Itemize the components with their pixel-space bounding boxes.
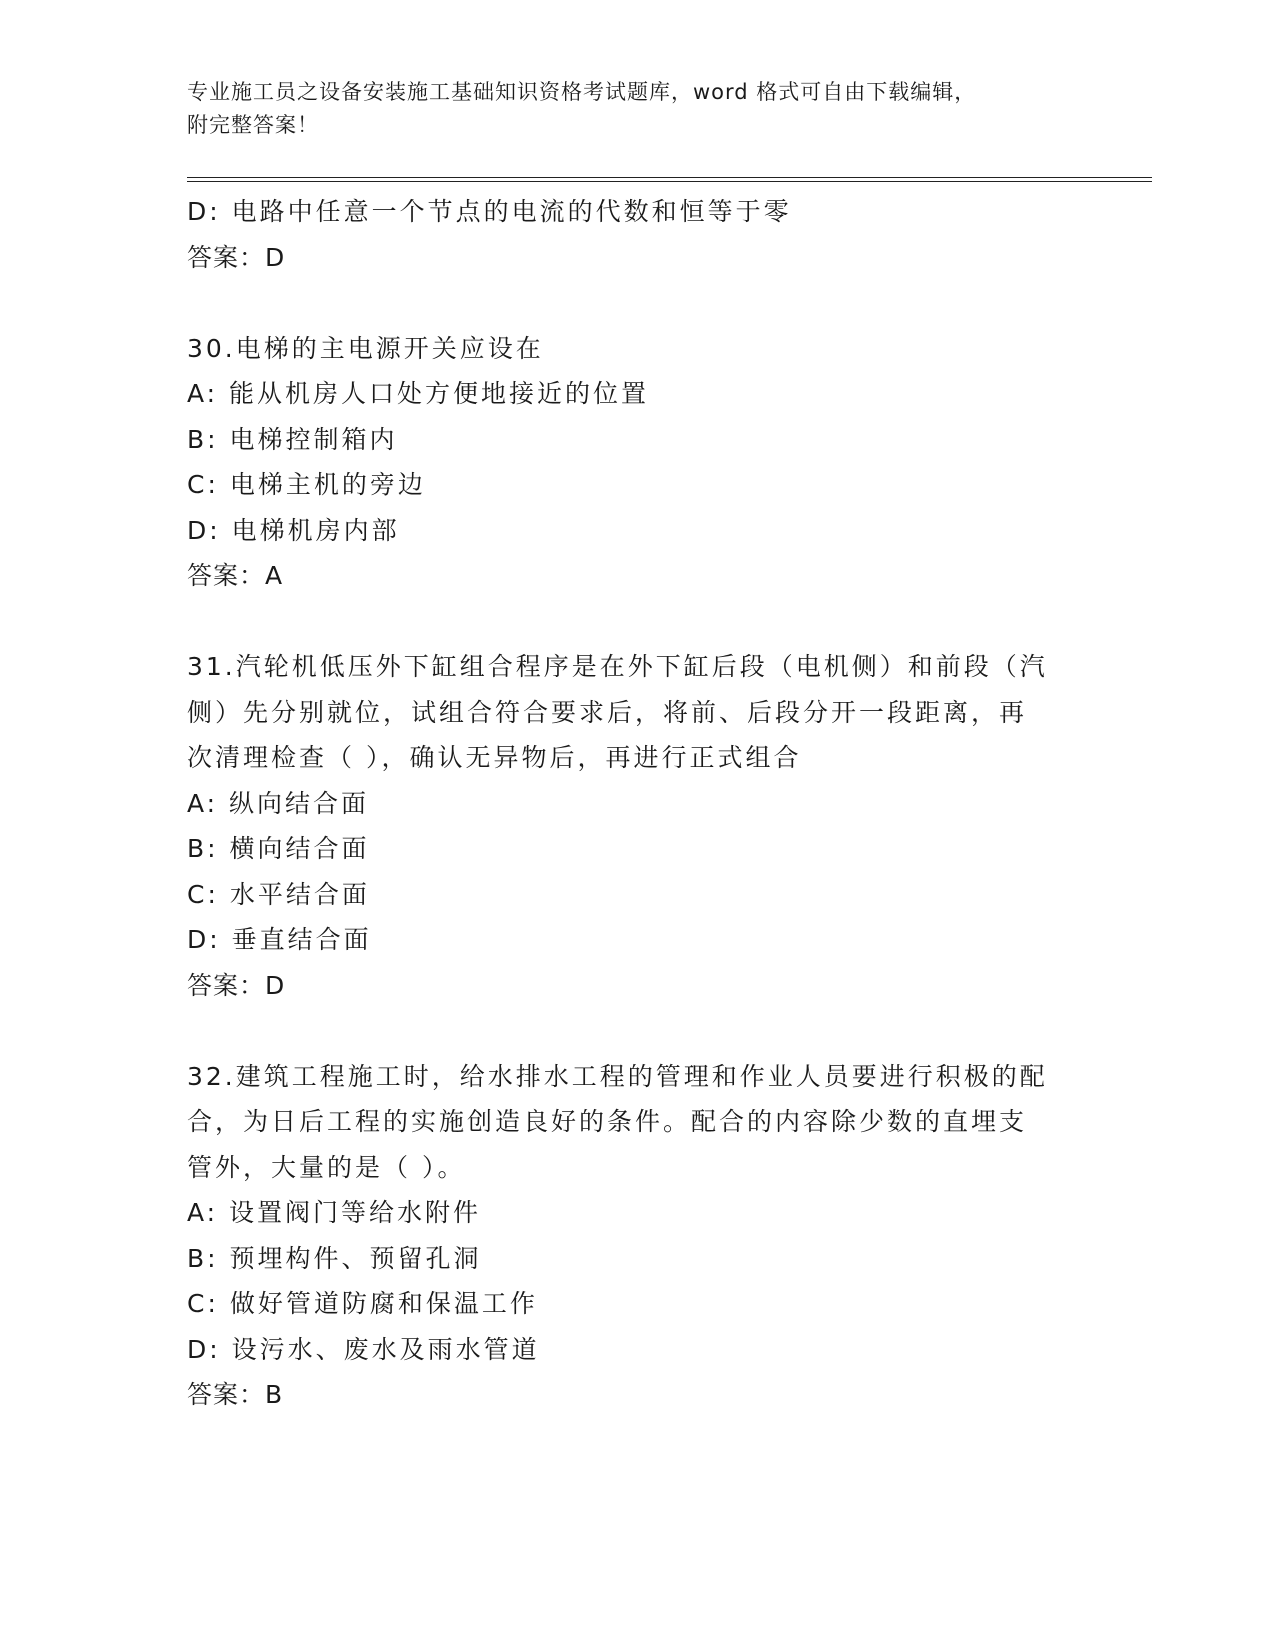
question-32 (187, 1054, 1087, 1418)
question-stem: 侧）先分别就位，试组合符合要求后，将前、后段分开一段距离，再 (187, 697, 1028, 727)
option-d: D: 电梯机房内部 (187, 515, 400, 545)
spacer (187, 599, 1087, 645)
document-header (187, 76, 1087, 142)
header-divider-thin (187, 177, 1152, 178)
option-b: B: 预埋构件、预留孔洞 (187, 1243, 482, 1273)
option-b: B: 电梯控制箱内 (187, 424, 398, 454)
question-stem: 31.汽轮机低压外下缸组合程序是在外下缸后段（电机侧）和前段（汽 (187, 652, 1048, 681)
option-a: A: 设置阀门等给水附件 (187, 1198, 482, 1227)
option-c: C: 水平结合面 (187, 879, 370, 909)
question-list (187, 189, 1087, 1418)
answer-line: 答案：D (187, 242, 286, 272)
option-a: A: 能从机房人口处方便地接近的位置 (187, 379, 650, 408)
spacer (187, 280, 1087, 326)
question-stem: 管外，大量的是（ ）。 (187, 1152, 466, 1182)
question-30 (187, 326, 1087, 599)
header-divider-thick (187, 181, 1152, 182)
option-c: C: 做好管道防腐和保温工作 (187, 1289, 538, 1318)
header-line-1: 专业施工员之设备安装施工基础知识资格考试题库，word 格式可自由下载编辑， (187, 80, 977, 104)
question-stem: 32.建筑工程施工时，给水排水工程的管理和作业人员要进行积极的配 (187, 1061, 1048, 1091)
question-31 (187, 644, 1087, 1008)
question-stem: 30.电梯的主电源开关应设在 (187, 333, 544, 363)
spacer (187, 1008, 1087, 1054)
answer-line: 答案：D (187, 970, 286, 1000)
header-line-2: 附完整答案！ (187, 113, 319, 137)
question-stem: 次清理检查（ ），确认无异物后，再进行正式组合 (187, 743, 802, 772)
option-c: C: 电梯主机的旁边 (187, 470, 426, 499)
question-stem: 合，为日后工程的实施创造良好的条件。配合的内容除少数的直埋支 (187, 1107, 1028, 1136)
option-a: A: 纵向结合面 (187, 788, 370, 818)
option-d: D: 电路中任意一个节点的电流的代数和恒等于零 (187, 197, 792, 226)
option-d: D: 垂直结合面 (187, 925, 372, 954)
answer-line: 答案：A (187, 561, 284, 590)
option-b: B: 横向结合面 (187, 834, 370, 863)
option-d: D: 设污水、废水及雨水管道 (187, 1334, 540, 1364)
answer-line: 答案：B (187, 1380, 284, 1409)
previous-question-tail (187, 189, 1087, 280)
